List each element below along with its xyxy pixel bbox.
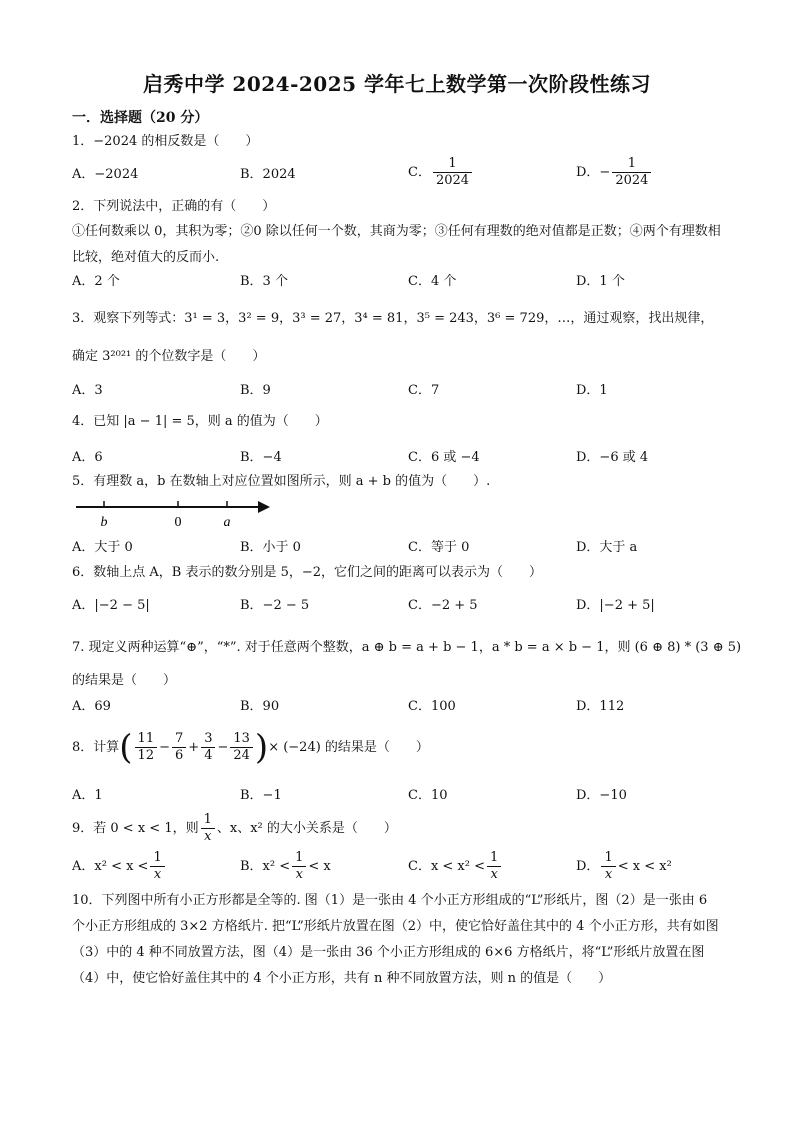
q2-body: ①任何数乘以 0，其积为零；②0 除以任何一个数，其商为零；③任何有理数的绝对值都是正数；④两个有理数相比较，绝对值大的反而小. <box>72 224 721 265</box>
q1-option-c-label: C． <box>408 165 431 180</box>
q8-option-a: A．1 <box>72 788 103 803</box>
q7-option-c: C．100 <box>408 699 456 714</box>
q9-option-a <box>72 850 167 883</box>
q1-d-numerator: 1 <box>612 156 651 173</box>
q1-c-numerator: 1 <box>433 156 472 173</box>
q1-option-d-fraction <box>612 156 651 189</box>
q8-f4-num: 13 <box>230 731 253 748</box>
q4-option-c: C．6 或 −4 <box>408 450 480 465</box>
q8-op1: − <box>159 740 170 755</box>
q8-op3: − <box>217 740 229 755</box>
q7-option-b: B．90 <box>240 699 280 714</box>
q2-option-a: A．2 个 <box>72 274 120 289</box>
q8-option-c: C．10 <box>408 788 448 803</box>
q9-b-text: B．x² < <box>240 859 291 874</box>
q4-option-d: D．−6 或 4 <box>576 450 649 465</box>
q8-suffix: × (−24) 的结果是（ ） <box>268 740 429 755</box>
q4-stem: 4．已知 |a − 1| = 5，则 a 的值为（ ） <box>72 414 328 429</box>
q9-option-d <box>576 850 672 883</box>
q3-stem: 3．观察下列等式：3¹ = 3，3² = 9，3³ = 27，3⁴ = 81，3⁵ = 243，3⁶ = 729，…，通过观察，找出规律， <box>72 311 714 326</box>
label-a: a <box>223 515 231 530</box>
q8-stem <box>72 727 429 768</box>
q9-c-fraction <box>487 850 501 883</box>
number-line-figure <box>72 496 272 532</box>
section-heading: 一．选择题（20 分） <box>72 110 209 126</box>
q6-stem: 6．数轴上点 A，B 表示的数分别是 5，−2，它们之间的距离可以表示为（ ） <box>72 565 543 580</box>
q8-f3-den: 4 <box>204 748 213 763</box>
q9-d-fraction <box>601 850 615 883</box>
q8-f2-den: 6 <box>175 748 184 763</box>
q2-option-c: C．4 个 <box>408 274 457 289</box>
q9-a-den: x <box>153 867 162 882</box>
q9-d-text-after: < x < x² <box>617 859 672 874</box>
q9-suffix: 、x、x² 的大小关系是（ ） <box>216 821 397 836</box>
q9-option-c <box>408 850 503 883</box>
q1-stem: 1．−2024 的相反数是（ ） <box>72 134 259 149</box>
q5-stem: 5．有理数 a，b 在数轴上对应位置如图所示，则 a + b 的值为（ ）. <box>72 474 491 489</box>
q1-option-c-fraction <box>433 156 472 189</box>
q1-c-denominator: 2024 <box>435 173 470 188</box>
q4-option-b: B．−4 <box>240 450 282 465</box>
q8-f3-num: 3 <box>201 731 215 748</box>
q9-a-text: A．x² < x < <box>72 859 149 874</box>
q9-c-text: C．x < x² < <box>408 859 486 874</box>
q8-f1-den: 12 <box>137 748 155 763</box>
q1-option-d <box>576 156 653 189</box>
q1-option-a: A．−2024 <box>72 167 139 182</box>
q3-option-a: A．3 <box>72 383 103 398</box>
q8-option-b: B．−1 <box>240 788 282 803</box>
q8-right-paren: ) <box>254 727 269 768</box>
q6-option-b: B．−2 − 5 <box>240 598 310 613</box>
q1-option-c <box>408 156 474 189</box>
q8-fraction-4 <box>230 731 253 764</box>
q9-b-den: x <box>295 867 303 882</box>
q1-option-b: B．2024 <box>240 167 296 182</box>
label-0: 0 <box>174 515 182 530</box>
q8-fraction-3 <box>201 731 215 764</box>
q8-op2: + <box>188 740 200 755</box>
q2-stem: 2．下列说法中，正确的有（ ） <box>72 199 276 214</box>
q9-d-label: D． <box>576 859 600 874</box>
q2-option-d: D．1 个 <box>576 274 625 289</box>
q3-option-c: C．7 <box>408 383 440 398</box>
q9-num: 1 <box>201 812 215 829</box>
q9-d-num: 1 <box>601 850 615 867</box>
q7-stem: 7. 现定义两种运算“⊕”，“*”. 对于任意两个整数，a ⊕ b = a + b − 1，a * b = a × b − 1，则 (6 ⊕ 8) * (3 ⊕ 5) <box>72 640 742 655</box>
q9-c-num: 1 <box>487 850 501 867</box>
q8-left-paren: ( <box>119 727 133 768</box>
q8-prefix: 8．计算 <box>72 740 120 755</box>
q9-b-text-after: < x <box>308 859 331 874</box>
q9-c-den: x <box>490 867 498 882</box>
q8-fraction-1 <box>135 731 158 764</box>
label-b: b <box>100 515 108 530</box>
q6-option-a: A．|−2 − 5| <box>72 598 150 613</box>
number-line-arrow <box>258 501 270 513</box>
q9-fraction <box>201 812 215 845</box>
q5-option-c: C．等于 0 <box>408 540 470 555</box>
q8-fraction-2 <box>172 731 186 764</box>
q1-option-d-label: D．− <box>576 165 611 180</box>
q3-stem-continued: 确定 3²⁰²¹ 的个位数字是（ ） <box>72 349 266 364</box>
q10-body: 10．下列图中所有小正方形都是全等的. 图（1）是一张由 4 个小正方形组成的“L”形纸片，图（2）是一张由 6 个小正方形组成的 3×2 方格纸片. 把“L”形纸片放置在图（2）中，使它恰好盖住其中的 4 个小正方形，共有如图（3）中的 4 种不同放置方法，图（4）是一张由 36 个小正方形组成的 6×6 方格纸片，将“L”形纸片放置在图（4）中，使它恰好盖住其中的 4 个小正方形，共有 n 种不同放置方法，则 n 的值是（ ） <box>72 893 719 986</box>
q9-d-den: x <box>604 867 613 882</box>
q8-f1-num: 11 <box>135 731 158 748</box>
q6-option-d: D．|−2 + 5| <box>576 598 655 613</box>
q1-d-denominator: 2024 <box>615 173 649 188</box>
q9-stem <box>72 812 397 845</box>
q8-option-d: D．−10 <box>576 788 627 803</box>
q7-option-d: D．112 <box>576 699 625 714</box>
q8-f4-den: 24 <box>233 748 250 763</box>
q2-option-b: B．3 个 <box>240 274 288 289</box>
q6-option-c: C．−2 + 5 <box>408 598 478 613</box>
q8-f2-num: 7 <box>172 731 186 748</box>
q7-stem-continued: 的结果是（ ） <box>72 673 177 688</box>
q9-den: x <box>204 829 212 844</box>
q7-option-a: A．69 <box>72 699 111 714</box>
page-title: 启秀中学 2024-2025 学年七上数学第一次阶段性练习 <box>142 72 652 96</box>
q5-option-b: B．小于 0 <box>240 540 301 555</box>
q9-prefix: 9．若 0 < x < 1，则 <box>72 821 199 836</box>
q3-option-d: D．1 <box>576 383 608 398</box>
q9-a-num: 1 <box>150 850 164 867</box>
q4-option-a: A．6 <box>72 450 103 465</box>
q5-option-a: A．大于 0 <box>72 540 133 555</box>
q9-b-fraction <box>292 850 306 883</box>
q5-option-d: D．大于 a <box>576 540 638 555</box>
q9-option-b <box>240 850 331 883</box>
q3-option-b: B．9 <box>240 383 271 398</box>
q9-a-fraction <box>150 850 164 883</box>
q9-b-num: 1 <box>292 850 306 867</box>
